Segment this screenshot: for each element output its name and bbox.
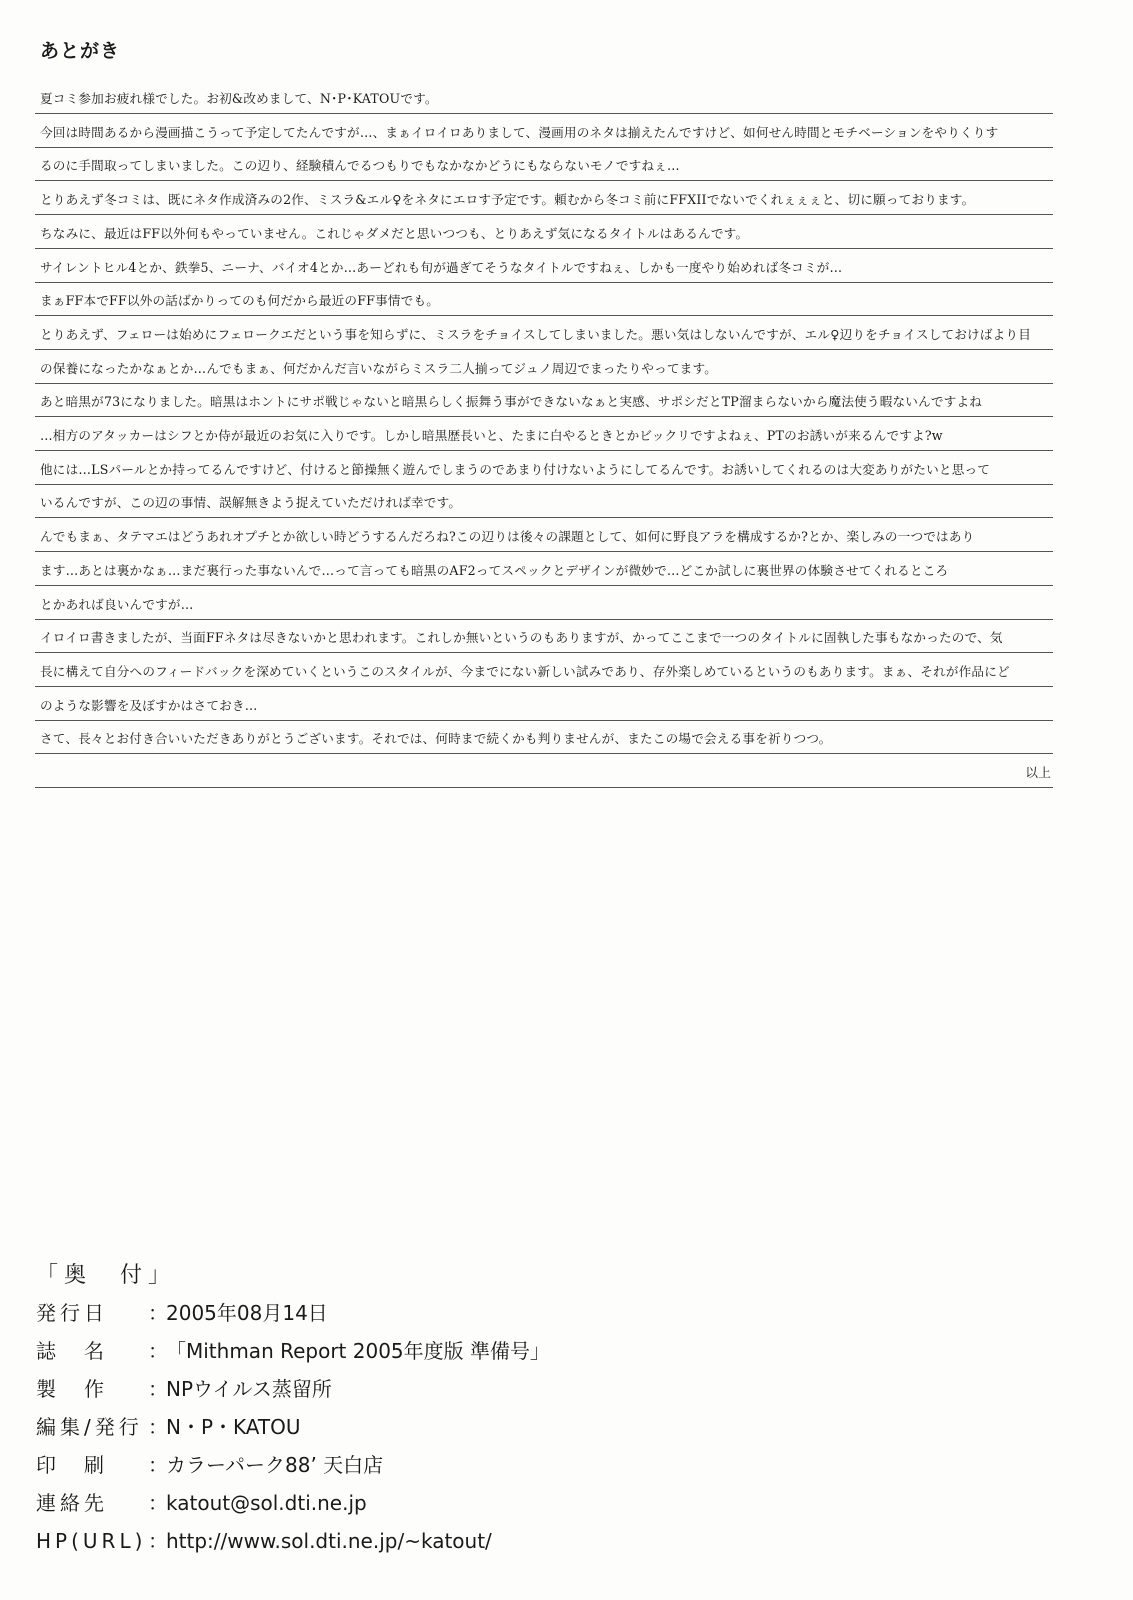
colophon-value: http://www.sol.dti.ne.jp/~katout/ xyxy=(166,1529,492,1553)
colophon-row xyxy=(36,1336,550,1374)
afterword-line: 今回は時間あるから漫画描こうって予定してたんですが…、まぁイロイロありまして、漫画用のネタは揃えたんですけど、如何せん時間とモチベーションをやりくりす xyxy=(35,118,1053,148)
afterword-line: さて、長々とお付き合いいただきありがとうございます。それでは、何時まで続くかも判りませんが、またこの場で会える事を祈りつつ。 xyxy=(35,724,1053,754)
afterword-line: イロイロ書きましたが、当面FFネタは尽きないかと思われます。これしか無いというのもありますが、かってここまで一つのタイトルに固執した事もなかったので、気 xyxy=(35,623,1053,653)
closing-text: 以上 xyxy=(35,758,1053,788)
afterword-line: ます…あとは裏かなぁ…まだ裏行った事ないんで…って言っても暗黒のAF2ってスペックとデザインが微妙で…どこか試しに裏世界の体験させてくれるところ xyxy=(35,556,1053,586)
colophon-label: 連絡先 xyxy=(36,1491,108,1515)
afterword-line: ちなみに、最近はFF以外何もやっていません。これじゃダメだと思いつつも、とりあえず気になるタイトルはあるんです。 xyxy=(35,219,1053,249)
afterword-line: 長に構えて自分へのフィードバックを深めていくというこのスタイルが、今までにない新しい試みであり、存外楽しめているというのもあります。まぁ、それが作品にど xyxy=(35,657,1053,687)
colophon-title: 「奥 付」 xyxy=(36,1263,177,1288)
colophon-value: N・P・KATOU xyxy=(166,1415,301,1439)
colophon-separator: ： xyxy=(148,1453,168,1477)
colophon-value: NPウイルス蒸留所 xyxy=(166,1377,332,1401)
afterword-line: とかあれば良いんですが… xyxy=(35,590,1053,620)
afterword-line: いるんですが、この辺の事情、誤解無きよう捉えていただければ幸です。 xyxy=(35,488,1053,518)
afterword-line: あと暗黒が73になりました。暗黒はホントにサポ戦じゃないと暗黒らしく振舞う事ができないなぁと実感、サポシだとTP溜まらないから魔法使う暇ないんですよね xyxy=(35,387,1053,417)
afterword-line: とりあえず冬コミは、既にネタ作成済みの2作、ミスラ&エル♀をネタにエロす予定です。頼むから冬コミ前にFFXIIでないでくれぇぇぇと、切に願っております。 xyxy=(35,185,1053,215)
colophon-label: 印 刷 xyxy=(36,1453,108,1477)
afterword-line: んでもまぁ、タテマエはどうあれオプチとか欲しい時どうするんだろね?この辺りは後々の課題として、如何に野良アラを構成するか?とか、楽しみの一つではあり xyxy=(35,522,1053,552)
colophon-separator: ： xyxy=(148,1415,168,1439)
afterword-line: るのに手間取ってしまいました。この辺り、経験積んでるつもりでもなかなかどうにもならないモノですねぇ… xyxy=(35,151,1053,181)
afterword-line: 他には…LSパールとか持ってるんですけど、付けると節操無く遊んでしまうのであまり付けないようにしてるんです。お誘いしてくれるのは大変ありがたいと思って xyxy=(35,455,1053,485)
colophon-separator: ： xyxy=(148,1339,168,1363)
afterword-title: あとがき xyxy=(40,40,121,62)
afterword-line: のような影響を及ぼすかはさておき… xyxy=(35,691,1053,721)
afterword-line: まぁFF本でFF以外の話ばかりってのも何だから最近のFF事情でも。 xyxy=(35,286,1053,316)
colophon-value: 「Mithman Report 2005年度版 準備号」 xyxy=(166,1339,551,1363)
afterword-line: とりあえず、フェローは始めにフェロークエだという事を知らずに、ミスラをチョイスしてしまいました。悪い気はしないんですが、エル♀辺りをチョイスしておけばより目 xyxy=(35,320,1053,350)
colophon-value: 2005年08月14日 xyxy=(166,1301,328,1325)
colophon-row xyxy=(36,1298,550,1336)
colophon-section xyxy=(36,1258,550,1564)
colophon-separator: ： xyxy=(148,1377,168,1401)
colophon-separator: ： xyxy=(148,1529,168,1553)
colophon-row xyxy=(36,1488,550,1526)
colophon-label: 編集/発行 xyxy=(36,1415,143,1439)
colophon-label: 製 作 xyxy=(36,1377,108,1401)
afterword-line: …相方のアタッカーはシフとか侍が最近のお気に入りです。しかし暗黒歴長いと、たまに白やるときとかビックリですよねぇ、PTのお誘いが来るんですよ?w xyxy=(35,421,1053,451)
colophon-label: 発行日 xyxy=(36,1301,108,1325)
colophon-label: HP(URL) xyxy=(36,1529,147,1553)
colophon-row xyxy=(36,1526,550,1564)
afterword-line: の保養になったかなぁとか…んでもまぁ、何だかんだ言いながらミスラ二人揃ってジュノ周辺でまったりやってます。 xyxy=(35,354,1053,384)
colophon-row xyxy=(36,1412,550,1450)
colophon-rows xyxy=(36,1298,550,1564)
colophon-value: katout@sol.dti.ne.jp xyxy=(166,1491,367,1515)
colophon-label: 誌 名 xyxy=(36,1339,108,1363)
colophon-row xyxy=(36,1374,550,1412)
colophon-separator: ： xyxy=(148,1491,168,1515)
colophon-separator: ： xyxy=(148,1301,168,1325)
afterword-line: サイレントヒル4とか、鉄拳5、ニーナ、バイオ4とか…あーどれも旬が過ぎてそうなタイトルですねぇ、しかも一度やり始めれば冬コミが… xyxy=(35,253,1053,283)
afterword-line: 夏コミ参加お疲れ様でした。お初&改めまして、N･P･KATOUです。 xyxy=(35,84,1053,114)
colophon-value: カラーパーク88’ 天白店 xyxy=(166,1453,384,1477)
colophon-row xyxy=(36,1450,550,1488)
